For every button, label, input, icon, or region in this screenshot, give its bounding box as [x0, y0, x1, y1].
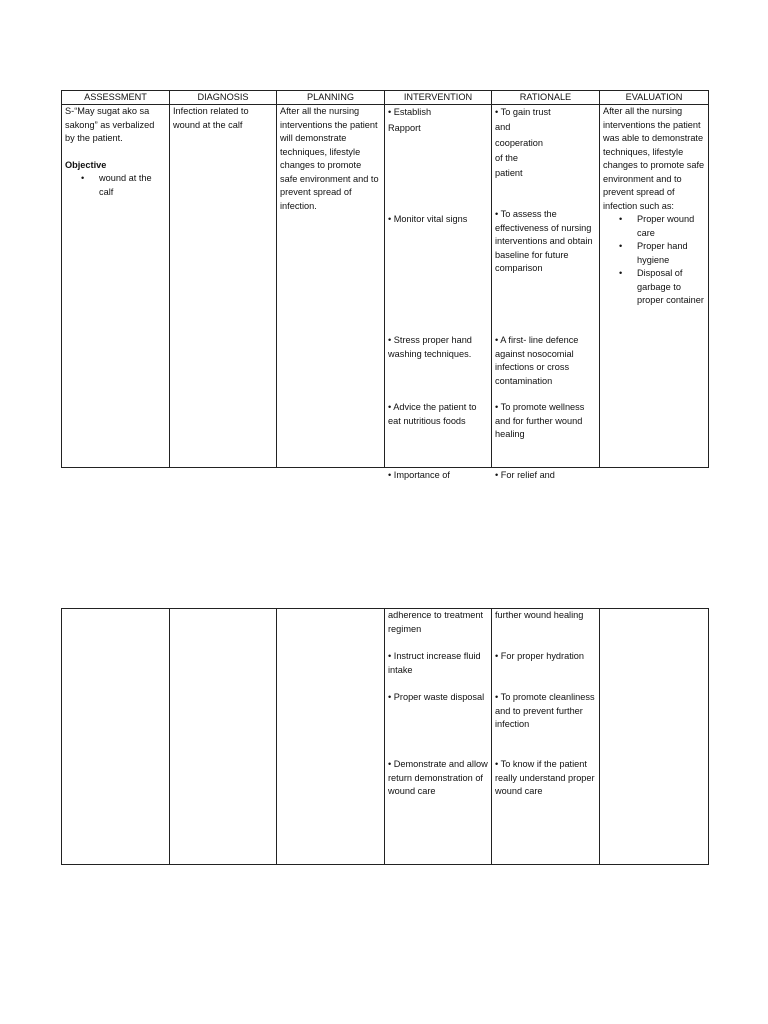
rationale-item: • To assess the effectiveness of nursing interventions and obtain baseline for future comparison — [495, 209, 593, 273]
intervention-item: • Stress proper hand washing techniques. — [388, 335, 472, 359]
rationale-cell — [492, 105, 600, 480]
care-plan-table-2 — [61, 608, 709, 865]
planning-cell — [277, 105, 385, 468]
rationale-item: • To promote cleanliness and to prevent further infection — [495, 692, 595, 729]
rationale-item: further wound healing — [495, 610, 584, 620]
header-row — [62, 91, 709, 105]
diagnosis-cell — [170, 609, 277, 865]
intervention-item: • Advice the patient to eat nutritious foods — [388, 402, 477, 426]
intervention-item: • Instruct increase fluid intake — [388, 651, 481, 675]
evaluation-item: • Disposal of garbage to proper container — [637, 267, 705, 308]
intervention-item: adherence to treatment regimen — [388, 610, 483, 634]
header-rationale: RATIONALE — [492, 91, 600, 105]
header-evaluation: EVALUATION — [600, 91, 709, 105]
intervention-item: • Demonstrate and allow return demonstration of wound care — [388, 759, 488, 796]
assessment-cell — [62, 105, 170, 468]
rationale-item: • For proper hydration — [495, 651, 585, 661]
intervention-item: • Monitor vital signs — [388, 214, 468, 224]
intervention-item: • Importance of — [388, 470, 450, 480]
header-planning: PLANNING — [277, 91, 385, 105]
evaluation-cell — [600, 105, 709, 468]
header-assessment: ASSESSMENT — [62, 91, 170, 105]
intervention-cell — [385, 105, 492, 480]
intervention-item: • Proper waste disposal — [388, 692, 485, 702]
planning-cell — [277, 609, 385, 865]
objective-item: • wound at the calf — [99, 172, 166, 199]
care-plan-table-1 — [61, 90, 709, 480]
objective-list — [65, 172, 166, 199]
evaluation-item: • Proper wound care — [637, 213, 705, 240]
objective-label: Objective — [65, 159, 107, 170]
body-row — [62, 105, 709, 468]
diagnosis-text: Infection related to wound at the calf — [173, 106, 249, 130]
intervention-item: • Establish Rapport — [388, 107, 432, 133]
rationale-item: • To promote wellness and for further wound healing — [495, 402, 585, 439]
rationale-item: • To gain trust and cooperation of the patient — [495, 107, 551, 179]
rationale-item: • To know if the patient really understand proper wound care — [495, 759, 595, 796]
rationale-item: • For relief and — [495, 470, 555, 480]
subjective-text: S-“May sugat ako sa sakong” as verbalized by the patient. — [65, 106, 155, 143]
evaluation-text: After all the nursing interventions the patient was able to demonstrate techniques, lifestyle changes to promote safe environment and to prevent spread of infection such as: — [603, 106, 705, 211]
planning-text: After all the nursing interventions the patient will demonstrate techniques, lifestyle changes to promote safe environment and to prevent spread of infection. — [280, 106, 379, 211]
rationale-item: • A first- line defence against nosocomial infections or cross contamination — [495, 335, 579, 386]
assessment-cell — [62, 609, 170, 865]
diagnosis-cell — [170, 105, 277, 468]
header-diagnosis: DIAGNOSIS — [170, 91, 277, 105]
intervention-cell — [385, 609, 492, 865]
evaluation-item: • Proper hand hygiene — [637, 240, 705, 267]
evaluation-list — [603, 213, 705, 308]
header-intervention: INTERVENTION — [385, 91, 492, 105]
body-row — [62, 609, 709, 865]
rationale-cell — [492, 609, 600, 865]
evaluation-cell — [600, 609, 709, 865]
